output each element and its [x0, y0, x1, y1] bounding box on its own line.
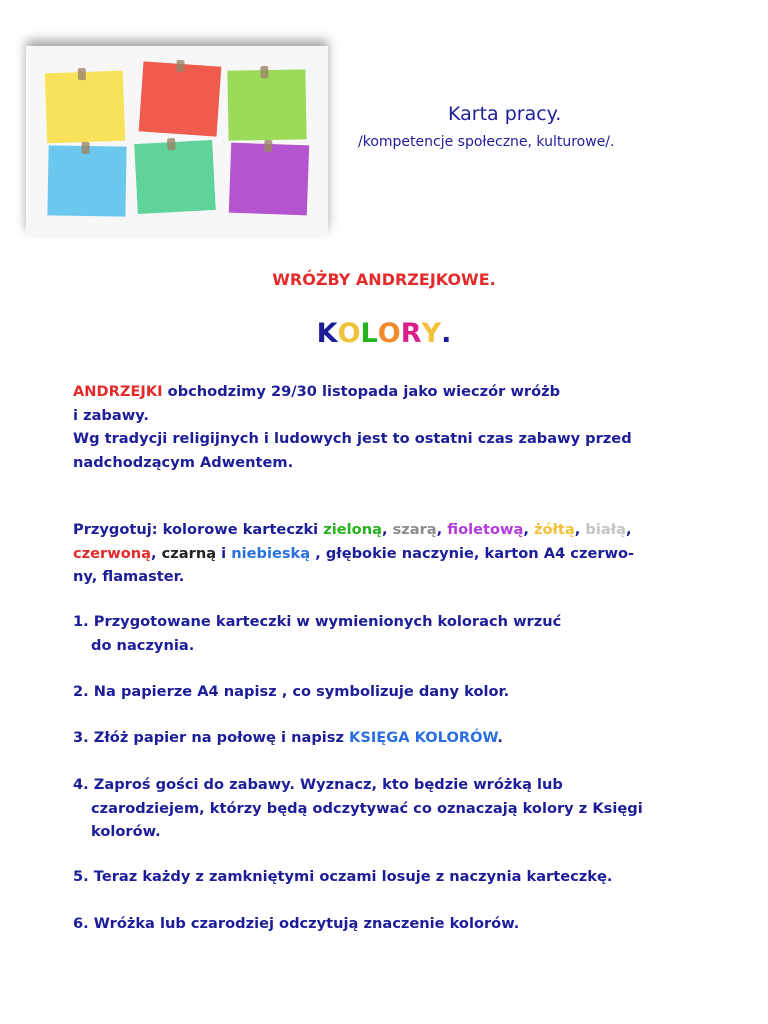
prepare-tail: , głębokie naczynie, karton A4 czerwo- [310, 544, 635, 562]
separator: , [381, 521, 393, 538]
step-text: Wróżka lub czarodziej odczytują znaczenie kolorów. [93, 915, 520, 932]
step-text-end: . [497, 729, 503, 746]
kolory-letter: O [377, 318, 401, 349]
intro-line-2: i zabawy. [73, 406, 149, 424]
separator: i [216, 544, 232, 562]
color-word-white: białą [585, 521, 626, 538]
kolory-letter: R [400, 318, 422, 349]
separator: , [523, 521, 534, 538]
worksheet-subtitle: /kompetencje społeczne, kulturowe/. [358, 134, 615, 150]
step-text: Na papierze A4 napisz , co symbolizuje dany kolor. [93, 683, 510, 700]
step-number: 4. [73, 776, 89, 793]
kolory-letter: Y [421, 318, 442, 349]
kolory-heading [0, 318, 768, 349]
step-6 [73, 912, 723, 936]
prepare-lead: Przygotuj: kolorowe karteczki [73, 521, 324, 538]
kolory-letter: K [316, 318, 338, 349]
sticky-note-yellow [45, 71, 125, 144]
step-text: Przygotowane karteczki w wymienionych kolorach wrzuć [93, 613, 562, 630]
color-word-blue: niebieską [231, 544, 311, 562]
kolory-letter: L [360, 318, 378, 349]
step-2 [73, 680, 723, 704]
separator: , [151, 544, 162, 562]
step-4 [73, 773, 723, 844]
color-word-red: czerwoną [73, 544, 151, 562]
step-text-cont: czarodziejem, którzy będą odczytywać co oznaczają kolory z Księgi [91, 799, 643, 817]
sticky-notes-image [26, 46, 328, 236]
intro-line-3: Wg tradycji religijnych i ludowych jest to ostatni czas zabawy przed [73, 430, 632, 447]
sticky-note-purple [229, 143, 309, 216]
separator: , [436, 521, 448, 538]
intro-line-1: obchodzimy 29/30 listopada jako wieczór wróżb [162, 383, 561, 400]
color-word-green: zieloną [323, 521, 382, 538]
sticky-note-red [139, 61, 222, 136]
step-text-cont: kolorów. [91, 823, 161, 840]
sticky-note-teal [134, 140, 216, 214]
separator: , [625, 521, 632, 538]
color-word-gray: szarą [392, 521, 437, 538]
step-text: Zaproś gości do zabawy. Wyznacz, kto będzie wróżką lub [93, 776, 563, 793]
sticky-note-blue [47, 145, 126, 216]
step-number: 2. [73, 683, 89, 700]
step-number: 3. [73, 729, 89, 746]
separator: , [574, 521, 586, 538]
intro-line-4: nadchodzącym Adwentem. [73, 453, 294, 471]
step-text-cont: do naczynia. [91, 636, 195, 654]
step-3 [73, 726, 723, 750]
section-title: WRÓŻBY ANDRZEJKOWE. [272, 270, 496, 289]
color-word-violet: fioletową [447, 521, 524, 538]
intro-paragraph [73, 380, 713, 474]
andrzejki-word: ANDRZEJKI [73, 383, 163, 400]
ksiega-kolorow-highlight: KSIĘGA KOLORÓW [349, 729, 498, 746]
step-text: Złóż papier na połowę i napisz [93, 729, 350, 746]
color-word-yellow: żółtą [533, 521, 575, 538]
worksheet-title: Karta pracy. [448, 103, 562, 125]
step-number: 5. [73, 868, 89, 885]
step-number: 1. [73, 613, 89, 630]
step-text: Teraz każdy z zamkniętymi oczami losuje z naczynia karteczkę. [93, 868, 613, 885]
step-5 [73, 865, 723, 889]
sticky-note-green [227, 69, 306, 140]
prepare-tail-2: ny, flamaster. [73, 568, 185, 585]
step-1 [73, 610, 723, 657]
kolory-letter: O [337, 318, 361, 349]
prepare-paragraph [73, 518, 713, 589]
step-number: 6. [73, 915, 89, 932]
color-word-black: czarną [161, 544, 217, 562]
kolory-letter: . [441, 318, 452, 349]
